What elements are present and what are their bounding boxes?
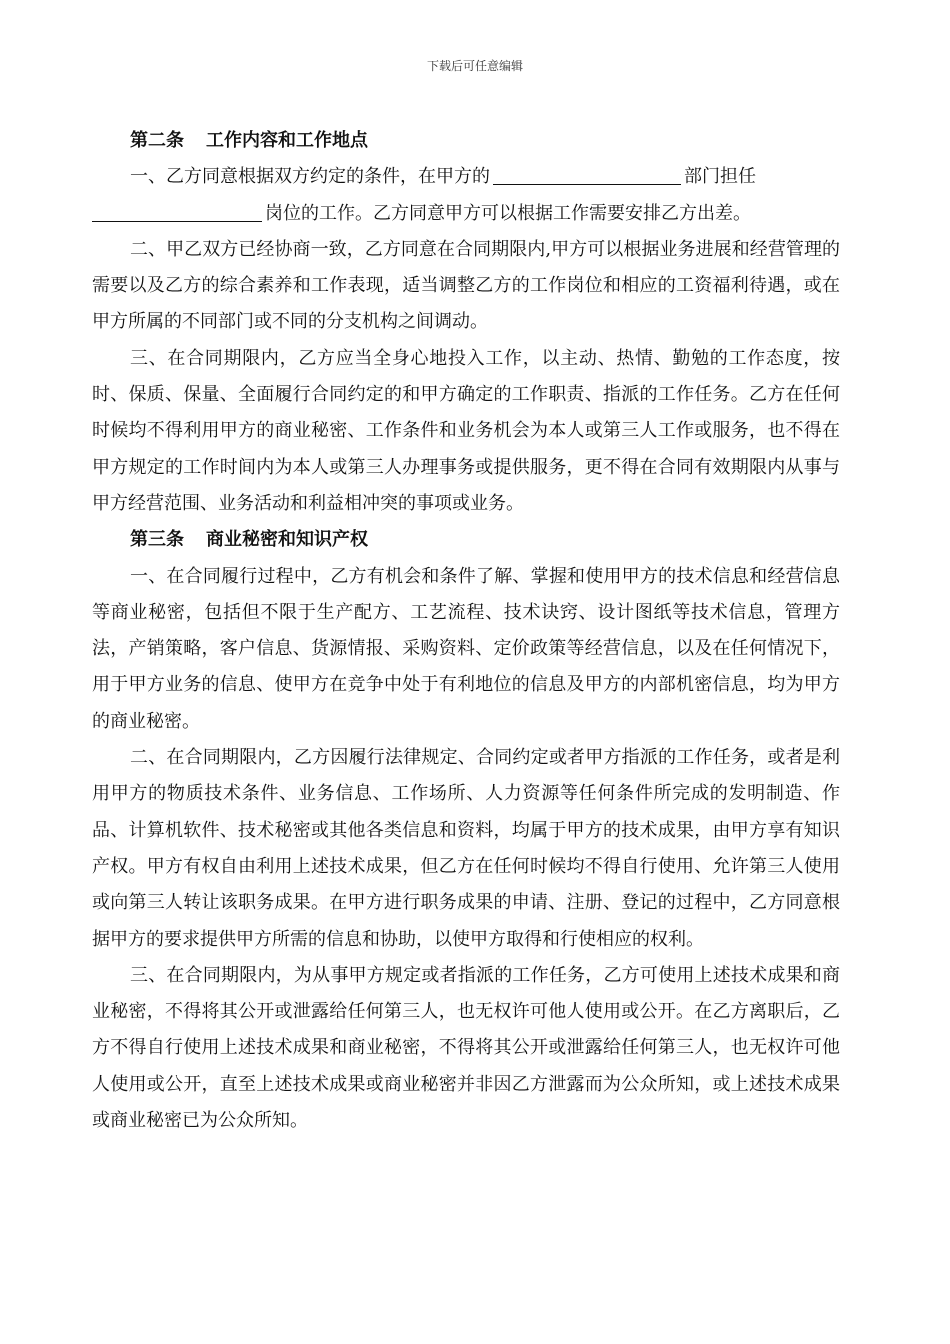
page-header-note: 下载后可任意编辑 xyxy=(426,59,523,73)
clause-text: 一、乙方同意根据双方约定的条件，在甲方的 xyxy=(130,166,490,188)
article-2-clause-1 xyxy=(92,159,840,195)
department-blank xyxy=(493,164,681,185)
clause-text: 岗位的工作。乙方同意甲方可以根据工作需要安排乙方出差。 xyxy=(265,202,751,224)
article-2-heading xyxy=(92,123,840,159)
article-3-clause-1: 一、在合同履行过程中，乙方有机会和条件了解、掌握和使用甲方的技术信息和经营信息等商业秘密，包括但不限于生产配方、工艺流程、技术诀窍、设计图纸等技术信息，管理方法，产销策略，客户信息、货源情报、采购资料、定价政策等经营信息，以及在任何情况下，用于甲方业务的信息、使甲方在竞争中处于有利地位的信息及甲方的内部机密信息，均为甲方的商业秘密。 xyxy=(92,565,840,732)
article-2-clause-3: 三、在合同期限内，乙方应当全身心地投入工作，以主动、热情、勤勉的工作态度，按时、保质、保量、全面履行合同约定的和甲方确定的工作职责、指派的工作任务。乙方在任何时候均不得利用甲方的商业秘密、工作条件和业务机会为本人或第三人工作或服务，也不得在甲方规定的工作时间内为本人或第三人办理事务或提供服务，更不得在合同有效期限内从事与甲方经营范围、业务活动和利益相冲突的事项或业务。 xyxy=(92,347,840,514)
article-2-clause-1-cont xyxy=(92,196,840,232)
article-2-title: 工作内容和工作地点 xyxy=(206,130,368,151)
article-2-number: 第二条 xyxy=(130,130,184,151)
article-2-clause-2: 二、甲乙双方已经协商一致，乙方同意在合同期限内,甲方可以根据业务进展和经营管理的需要以及乙方的综合素养和工作表现，适当调整乙方的工作岗位和相应的工资福利待遇，或在甲方所属的不同部门或不同的分支机构之间调动。 xyxy=(92,238,840,333)
article-3-heading xyxy=(92,522,840,558)
document-body xyxy=(92,123,840,1139)
position-blank xyxy=(92,201,262,222)
article-3-title: 商业秘密和知识产权 xyxy=(206,529,368,551)
clause-text: 部门担任 xyxy=(684,166,756,188)
article-3-clause-2: 二、在合同期限内，乙方因履行法律规定、合同约定或者甲方指派的工作任务，或者是利用甲方的物质技术条件、业务信息、工作场所、人力资源等任何条件所完成的发明制造、作品、计算机软件、技术秘密或其他各类信息和资料，均属于甲方的技术成果，由甲方享有知识产权。甲方有权自由利用上述技术成果，但乙方在任何时候均不得自行使用、允许第三人使用或向第三人转让该职务成果。在甲方进行职务成果的申请、注册、登记的过程中，乙方同意根据甲方的要求提供甲方所需的信息和协助，以使甲方取得和行使相应的权利。 xyxy=(92,747,840,950)
article-3-number: 第三条 xyxy=(130,529,184,551)
article-3-clause-3: 三、在合同期限内，为从事甲方规定或者指派的工作任务，乙方可使用上述技术成果和商业秘密，不得将其公开或泄露给任何第三人，也无权许可他人使用或公开。在乙方离职后，乙方不得自行使用上述技术成果和商业秘密，不得将其公开或泄露给任何第三人，也无权许可他人使用或公开，直至上述技术成果或商业秘密并非因乙方泄露而为公众所知，或上述技术成果或商业秘密已为公众所知。 xyxy=(92,964,840,1132)
